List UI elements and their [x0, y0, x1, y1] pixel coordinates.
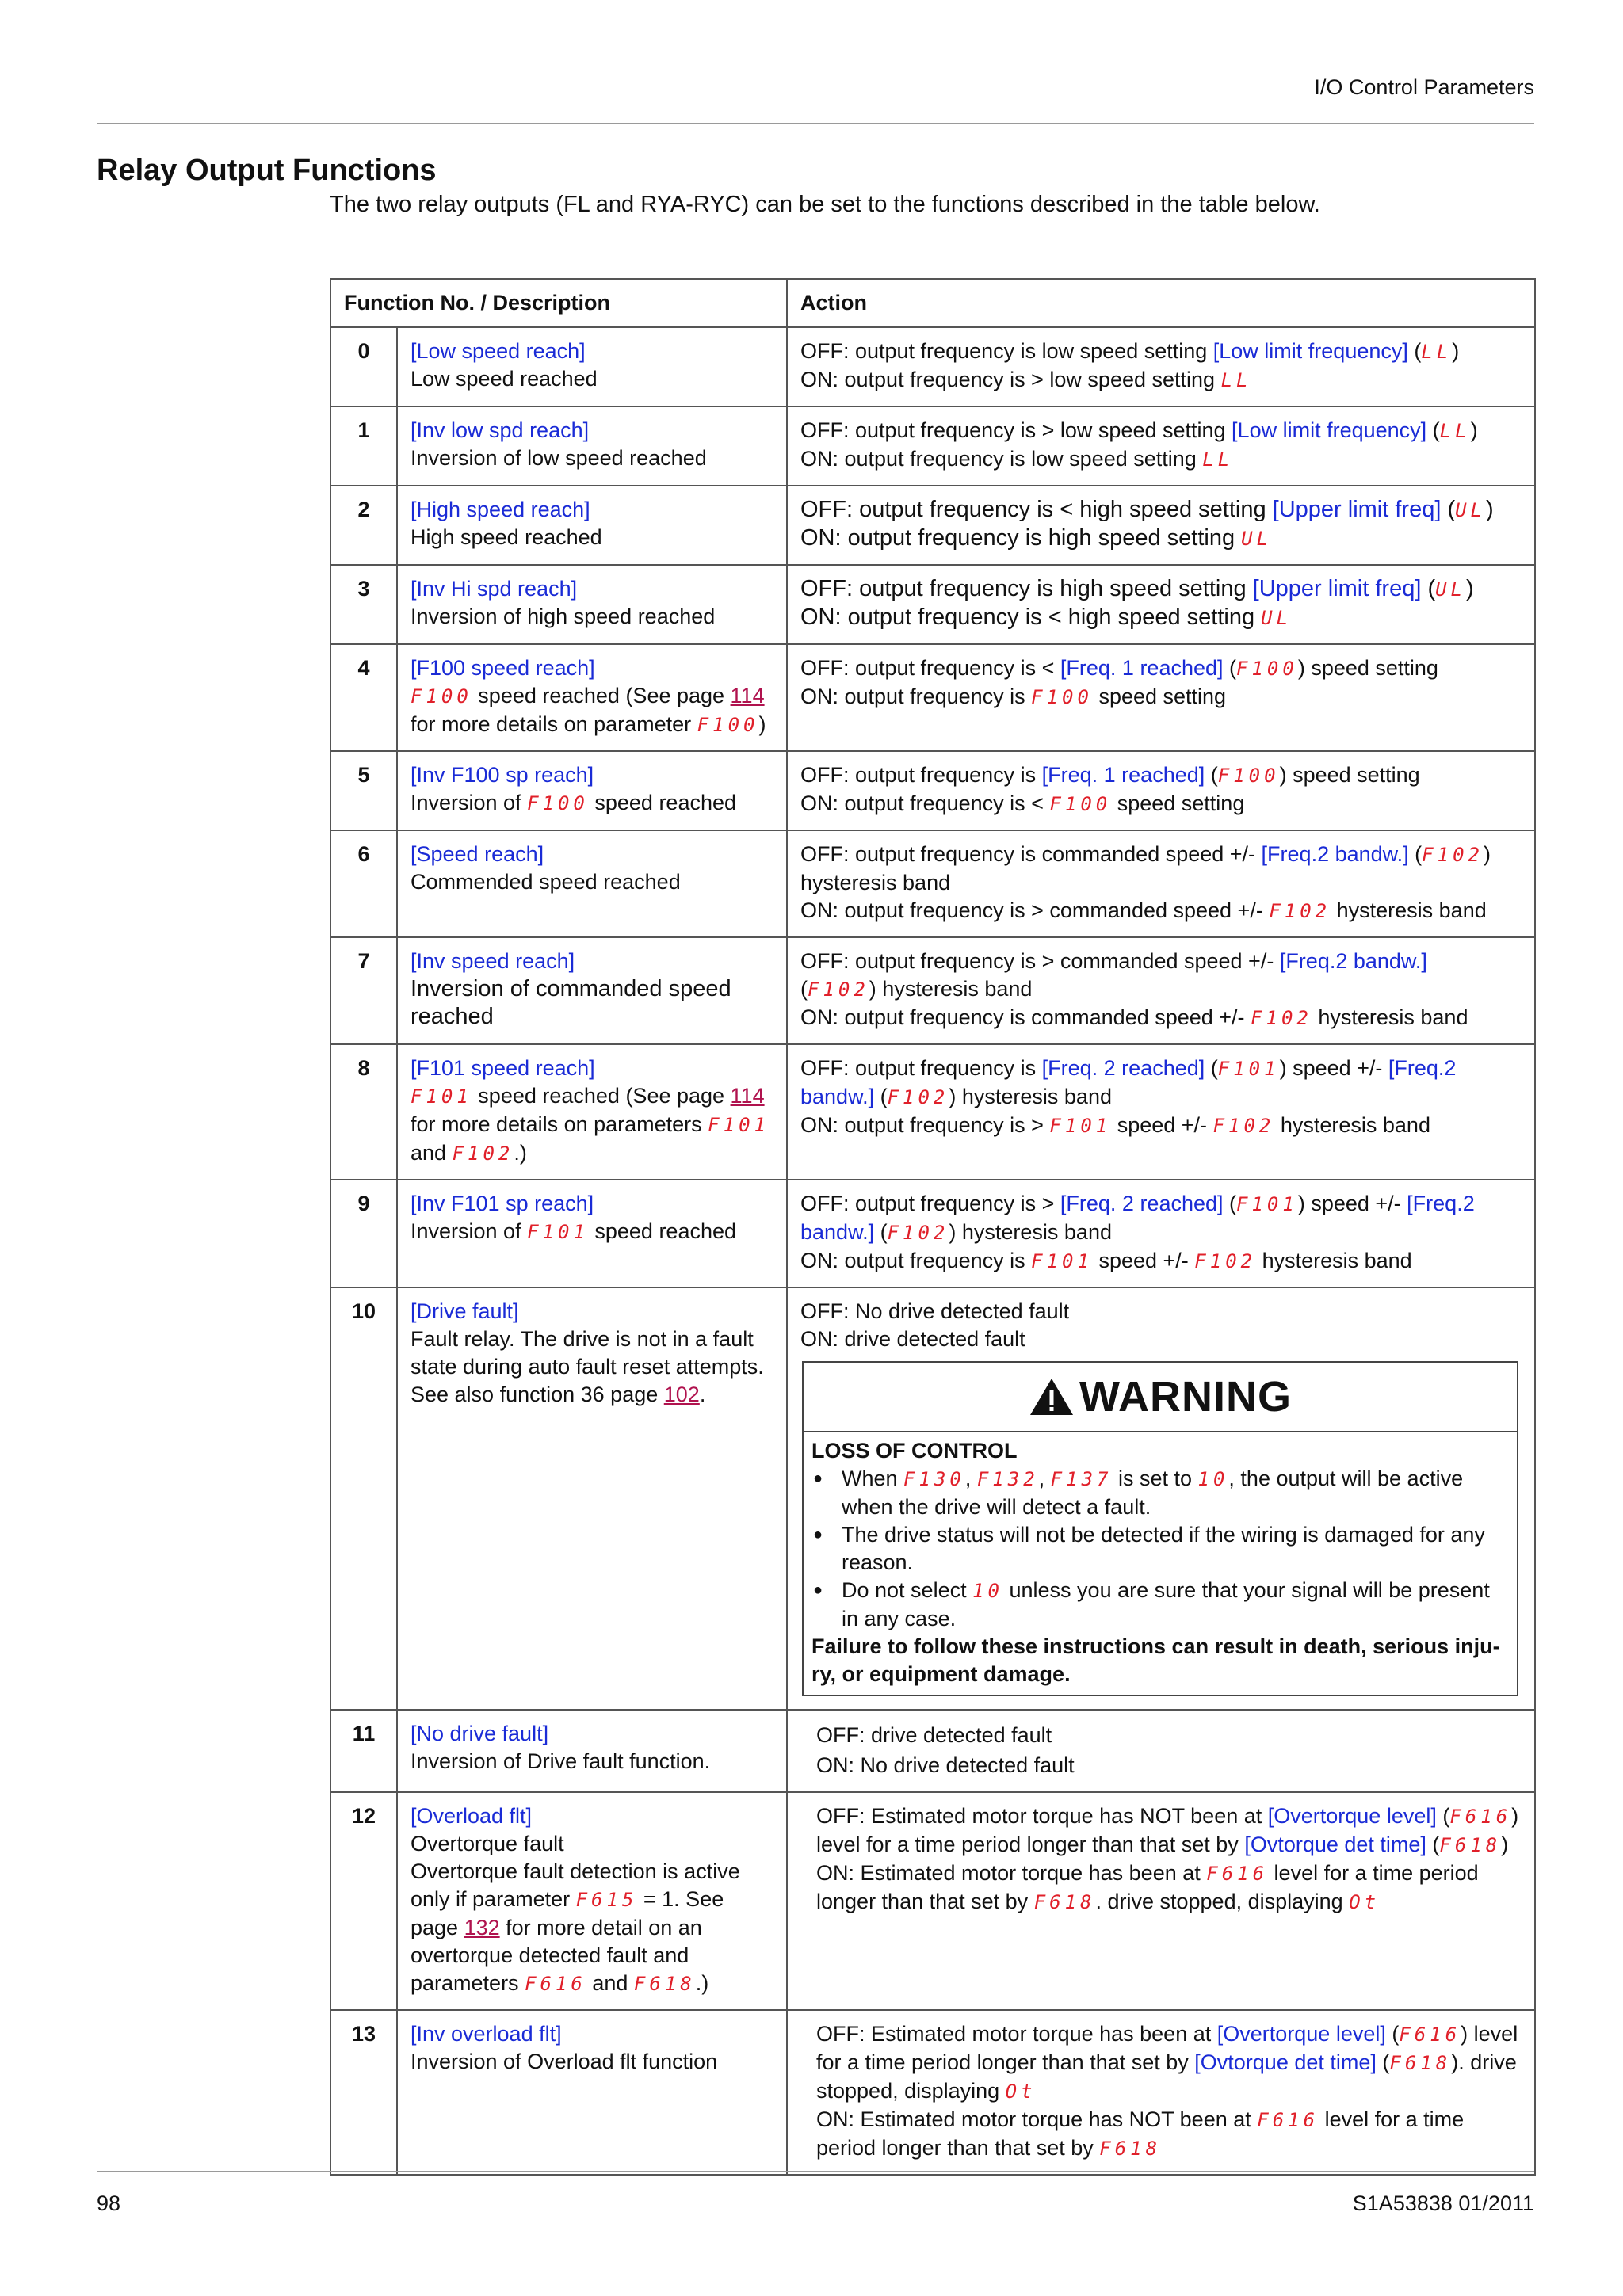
function-number: 7	[330, 937, 397, 1044]
function-desc-text: Inversion of Overload flt function	[411, 2050, 718, 2073]
relay-functions-table	[330, 278, 1536, 2176]
param-code: F102	[1212, 1115, 1275, 1137]
function-number: 8	[330, 1044, 397, 1180]
function-description	[397, 1044, 787, 1180]
param-code: F102	[1251, 1007, 1312, 1029]
function-name: [High speed reach]	[411, 498, 590, 521]
param-code: F101	[708, 1114, 769, 1136]
function-name: [Overload flt]	[411, 1804, 533, 1828]
param-name: [Freq. 1 reached]	[1041, 763, 1205, 787]
function-number: 9	[330, 1180, 397, 1287]
param-code: UL	[1455, 499, 1487, 521]
param-name: [Ovtorque det time]	[1194, 2050, 1377, 2074]
param-code: F102	[452, 1142, 514, 1165]
function-number: 0	[330, 327, 397, 406]
desc-text: Inversion of	[411, 1219, 528, 1243]
param-name: [Freq. 2 reached]	[1041, 1056, 1205, 1080]
function-action	[787, 1287, 1535, 1710]
on-text: . drive stopped, displaying	[1095, 1890, 1350, 1913]
param-code: F100	[1236, 658, 1298, 680]
function-number: 1	[330, 406, 397, 486]
param-code: Ot	[1005, 2081, 1037, 2103]
function-description	[397, 486, 787, 565]
function-number: 5	[330, 751, 397, 830]
function-name: [Inv F100 sp reach]	[411, 763, 594, 787]
function-name: [Inv low spd reach]	[411, 418, 590, 442]
param-code: LL	[1421, 341, 1453, 363]
function-action: OFF: output frequency is [Freq. 2 reached] (F101) speed +/- [Freq.2 bandw.] (F102) hysteresis band ON: output frequency is > F101 speed +/- F102 hysteresis band	[787, 1044, 1535, 1180]
function-name: [Low speed reach]	[411, 339, 586, 363]
function-name: [Inv speed reach]	[411, 949, 575, 973]
function-action: OFF: output frequency is > [Freq. 2 reached] (F101) speed +/- [Freq.2 bandw.] (F102) hysteresis band ON: output frequency is F101 speed +/- F102 hysteresis band	[787, 1180, 1535, 1287]
function-action: OFF: Estimated motor torque has been at [Overtorque level] (F616) level for a time period longer than that set by [Ovtorque det time] (F618). drive stopped, displaying Ot ON: Estimated motor torque has NOT been at F616 level for a time period longer than that set by F618	[787, 2010, 1535, 2175]
bullet-text: ,	[1038, 1466, 1051, 1490]
param-code: F616	[1206, 1863, 1269, 1885]
param-code: F101	[1049, 1115, 1112, 1137]
function-name: [Inv F101 sp reach]	[411, 1192, 594, 1215]
function-name: [No drive fault]	[411, 1722, 549, 1745]
param-code: F100	[697, 714, 759, 736]
function-description	[397, 565, 787, 644]
table-row	[330, 406, 1535, 486]
param-code: F102	[887, 1222, 949, 1244]
off-text: speed +/-	[1286, 1056, 1388, 1080]
header-rule	[97, 123, 1534, 124]
desc-text: speed reached (See page	[472, 1084, 731, 1108]
page-link[interactable]: 132	[464, 1916, 500, 1939]
function-name: [Inv overload flt]	[411, 2022, 562, 2046]
on-text: hysteresis band	[1331, 898, 1487, 922]
on-text: ON: output frequency is	[800, 685, 1032, 708]
function-desc-text: Inversion of commanded speed reached	[411, 976, 731, 1029]
desc-text: = 1. See page	[411, 1887, 724, 1939]
param-code: F137	[1050, 1468, 1113, 1490]
on-text: ON: Estimated motor torque has NOT been at	[816, 2107, 1258, 2131]
page-link[interactable]: 114	[730, 684, 765, 707]
param-code: F102	[1269, 900, 1331, 922]
param-code: F616	[1449, 1806, 1512, 1828]
bullet-text: When	[842, 1466, 904, 1490]
param-code: F616	[1257, 2109, 1319, 2131]
function-action: OFF: output frequency is < [Freq. 1 reached] (F100) speed setting ON: output frequency is F100 speed setting	[787, 644, 1535, 751]
off-text: level for a time period longer than that set by	[816, 2022, 1518, 2074]
off-text: level for a time period longer than that set by	[816, 1833, 1245, 1856]
function-description	[397, 751, 787, 830]
function-action: OFF: Estimated motor torque has NOT been at [Overtorque level] (F616) level for a time period longer than that set by [Ovtorque det time] (F618) ON: Estimated motor torque has been at F616 level for a time period longer than that set by F618. drive stopped, displaying Ot	[787, 1792, 1535, 2010]
param-code: F618	[1439, 1834, 1502, 1856]
on-text: ON: output frequency is >	[800, 1113, 1050, 1137]
desc-text: for more details on parameter	[411, 712, 697, 736]
function-action: OFF: output frequency is > commanded speed +/- [Freq.2 bandw.] (F102) hysteresis band ON: output frequency is commanded speed +/- F102 hysteresis band	[787, 937, 1535, 1044]
param-code: F132	[976, 1468, 1039, 1490]
off-text: OFF: output frequency is > commanded speed +/-	[800, 949, 1280, 973]
function-description	[397, 327, 787, 406]
warning-header	[804, 1363, 1517, 1432]
desc-text: Inversion of	[411, 791, 528, 814]
function-name: [Drive fault]	[411, 1299, 519, 1323]
function-description	[397, 937, 787, 1044]
function-action: OFF: output frequency is [Freq. 1 reached] (F100) speed setting ON: output frequency is < F100 speed setting	[787, 751, 1535, 830]
off-text: OFF: Estimated motor torque has NOT been at	[816, 1804, 1268, 1828]
page-number: 98	[97, 2191, 121, 2215]
table-row	[330, 327, 1535, 406]
off-text: OFF: output frequency is < high speed setting	[800, 497, 1273, 522]
table-row	[330, 644, 1535, 751]
on-text: speed +/-	[1092, 1249, 1195, 1272]
function-action: OFF: output frequency is > low speed setting [Low limit frequency] (LL) ON: output frequency is low speed setting LL	[787, 406, 1535, 486]
param-code: F618	[1389, 2052, 1452, 2074]
column-header-function: Function No. / Description	[330, 279, 787, 327]
off-text: OFF: Estimated motor torque has been at	[816, 2022, 1217, 2046]
warning-subtitle: LOSS OF CONTROL	[812, 1439, 1018, 1463]
off-text: OFF: drive detected fault	[816, 1723, 1052, 1747]
on-text: hysteresis band	[1256, 1249, 1412, 1272]
param-name: [Upper limit freq]	[1272, 497, 1442, 522]
function-desc-text: Inversion of Drive fault function.	[411, 1749, 711, 1773]
param-name: [Freq.2 bandw.]	[800, 1056, 1457, 1108]
param-name: [Low limit frequency]	[1232, 418, 1427, 442]
param-code: F616	[1399, 2023, 1461, 2046]
on-text: ON: No drive detected fault	[816, 1753, 1075, 1777]
table-row	[330, 486, 1535, 565]
param-code: F130	[903, 1468, 965, 1490]
off-text: hysteresis band	[956, 1085, 1112, 1108]
table-row	[330, 1792, 1535, 2010]
function-action: OFF: output frequency is < high speed setting [Upper limit freq] (UL) ON: output frequency is high speed setting UL	[787, 486, 1535, 565]
param-code: F100	[1049, 793, 1112, 815]
desc-text: for more detail on an overtorque detected fault and parameters	[411, 1916, 702, 1995]
footer-rule	[97, 2171, 1534, 2172]
function-description	[397, 1287, 787, 1710]
desc-text: and	[586, 1971, 634, 1995]
table-row	[330, 937, 1535, 1044]
off-text: hysteresis band	[800, 871, 951, 894]
warning-bullet: ● The drive status will not be detected if the wiring is damaged for any reason.	[812, 1521, 1509, 1577]
off-text: OFF: output frequency is low speed setting	[800, 339, 1213, 363]
page-link[interactable]: 102	[663, 1383, 700, 1406]
off-text: OFF: output frequency is >	[800, 1192, 1060, 1215]
on-text: ON: output frequency is low speed setting	[800, 447, 1203, 471]
function-description	[397, 830, 787, 937]
param-code: LL	[1202, 448, 1234, 471]
param-code: 10	[972, 1580, 1003, 1602]
function-action	[787, 1710, 1535, 1792]
param-code: F100	[411, 685, 472, 707]
table-row	[330, 1180, 1535, 1287]
param-name: [Low limit frequency]	[1212, 339, 1408, 363]
off-text: OFF: output frequency is <	[800, 656, 1060, 680]
off-text: hysteresis band	[956, 1220, 1112, 1244]
off-text: speed setting	[1286, 763, 1420, 787]
on-text: level for a time period longer than that set by	[816, 2107, 1465, 2160]
function-name: [Speed reach]	[411, 842, 544, 866]
param-name: [Overtorque level]	[1267, 1804, 1437, 1828]
desc-text: and	[411, 1141, 453, 1165]
param-code: F100	[1031, 686, 1093, 708]
table-row	[330, 1044, 1535, 1180]
param-code: F101	[411, 1085, 472, 1108]
function-desc-text: Inversion of high speed reached	[411, 605, 716, 628]
function-action: OFF: output frequency is commanded speed +/- [Freq.2 bandw.] (F102) hysteresis band ON: output frequency is > commanded speed +/- F102 hysteresis band	[787, 830, 1535, 937]
desc-text: .)	[695, 1971, 709, 1995]
param-code: F102	[808, 978, 869, 1001]
param-name: [Freq. 1 reached]	[1060, 656, 1224, 680]
param-name: [Overtorque level]	[1216, 2022, 1386, 2046]
bullet-text: is set to	[1112, 1466, 1198, 1490]
function-action: OFF: output frequency is high speed setting [Upper limit freq] (UL) ON: output frequency is < high speed setting UL	[787, 565, 1535, 644]
function-description	[397, 1792, 787, 2010]
desc-text: for more details on parameters	[411, 1112, 708, 1136]
warning-consequence: Failure to follow these instructions can result in death, serious inju-ry, or equipment damage.	[812, 1634, 1500, 1686]
off-text: . drive stopped, displaying	[816, 2050, 1517, 2103]
on-text: ON: output frequency is > low speed setting	[800, 368, 1221, 391]
param-name: [Freq.2 bandw.]	[800, 1192, 1475, 1244]
param-name: [Freq.2 bandw.]	[1279, 949, 1427, 973]
param-code: F102	[1422, 844, 1484, 866]
param-code: F101	[1217, 1058, 1280, 1080]
running-header: I/O Control Parameters	[1314, 75, 1534, 99]
desc-text: Overtorque fault	[411, 1832, 564, 1855]
param-code: UL	[1261, 607, 1293, 629]
function-name: [Inv Hi spd reach]	[411, 577, 578, 601]
table-header-row	[330, 279, 1535, 327]
param-code: F101	[1031, 1250, 1093, 1272]
function-description	[397, 644, 787, 751]
off-text: OFF: output frequency is > low speed setting	[800, 418, 1232, 442]
warning-list	[812, 1465, 1509, 1633]
desc-text: )	[758, 712, 766, 736]
param-code: F100	[527, 792, 589, 814]
off-text: OFF: output frequency is	[800, 763, 1042, 787]
function-description	[397, 406, 787, 486]
function-desc-text: Low speed reached	[411, 367, 598, 391]
warning-bullet	[812, 1577, 1509, 1633]
warning-box	[802, 1361, 1518, 1696]
warning-triangle-icon	[1029, 1377, 1075, 1417]
table-row	[330, 830, 1535, 937]
desc-text: .	[699, 1383, 706, 1406]
table-row	[330, 751, 1535, 830]
param-name: [Upper limit freq]	[1252, 576, 1422, 601]
off-text: speed +/-	[1304, 1192, 1407, 1215]
function-desc-text: High speed reached	[411, 525, 602, 549]
desc-text: Fault relay. The drive is not in a fault state during auto fault reset attempts. See also function 36 page	[411, 1327, 764, 1406]
param-code: F102	[887, 1086, 949, 1108]
param-name: [Ovtorque det time]	[1244, 1833, 1426, 1856]
bullet-text: ,	[964, 1466, 977, 1490]
on-text: hysteresis band	[1274, 1113, 1430, 1137]
param-name: [Freq. 2 reached]	[1060, 1192, 1224, 1215]
warning-title: WARNING	[1079, 1372, 1292, 1421]
desc-text: speed reached	[588, 1219, 737, 1243]
function-number: 4	[330, 644, 397, 751]
section-title: Relay Output Functions	[97, 154, 437, 187]
on-text: ON: output frequency is <	[800, 791, 1050, 815]
table-row	[330, 565, 1535, 644]
off-text: OFF: output frequency is commanded speed +/-	[800, 842, 1262, 866]
warning-body	[804, 1432, 1517, 1695]
on-text: speed setting	[1111, 791, 1245, 815]
param-code: F101	[1236, 1193, 1298, 1215]
desc-text: speed reached (See page	[472, 684, 731, 707]
on-text: hysteresis band	[1312, 1005, 1468, 1029]
function-name: [F100 speed reach]	[411, 656, 595, 680]
param-code: F618	[633, 1973, 696, 1995]
off-text: OFF: output frequency is	[800, 1056, 1042, 1080]
param-code: Ot	[1349, 1891, 1381, 1913]
function-number: 12	[330, 1792, 397, 2010]
on-text: level for a time period longer than that set by	[816, 1861, 1479, 1913]
param-code: UL	[1241, 528, 1273, 550]
function-number: 6	[330, 830, 397, 937]
on-text: speed setting	[1092, 685, 1227, 708]
on-text: ON: output frequency is < high speed setting	[800, 605, 1262, 630]
document-reference: S1A53838 01/2011	[1352, 2191, 1534, 2215]
on-text: ON: drive detected fault	[800, 1327, 1025, 1351]
param-code: F102	[1194, 1250, 1257, 1272]
warning-bullet	[812, 1465, 1509, 1521]
intro-paragraph: The two relay outputs (FL and RYA-RYC) can be set to the functions described in the table below.	[330, 192, 1320, 217]
function-number: 10	[330, 1287, 397, 1710]
function-number: 11	[330, 1710, 397, 1792]
function-desc-text: Inversion of low speed reached	[411, 446, 707, 470]
param-code: F615	[575, 1889, 638, 1911]
param-code: F616	[525, 1973, 586, 1995]
page-link[interactable]: 114	[730, 1084, 765, 1108]
desc-text: .)	[514, 1141, 527, 1165]
table-row	[330, 2010, 1535, 2175]
param-name: [Freq.2 bandw.]	[1261, 842, 1409, 866]
function-number: 2	[330, 486, 397, 565]
function-description	[397, 1710, 787, 1792]
function-number: 13	[330, 2010, 397, 2175]
param-code: F100	[1217, 765, 1280, 787]
on-text: ON: Estimated motor torque has been at	[816, 1861, 1207, 1885]
param-code: F618	[1033, 1891, 1096, 1913]
on-text: ON: output frequency is	[800, 1249, 1032, 1272]
bullet-text: unless you are sure that your signal will be present in any case.	[842, 1578, 1490, 1630]
on-text: ON: output frequency is > commanded speed +/-	[800, 898, 1270, 922]
bullet-text: Do not select	[842, 1578, 973, 1602]
param-code: F101	[527, 1221, 589, 1243]
off-text: hysteresis band	[876, 977, 1033, 1001]
off-text: OFF: No drive detected fault	[800, 1299, 1070, 1323]
param-code: LL	[1220, 369, 1252, 391]
function-action: OFF: output frequency is low speed setting [Low limit frequency] (LL) ON: output frequency is > low speed setting LL	[787, 327, 1535, 406]
param-code: F618	[1099, 2138, 1162, 2160]
function-number: 3	[330, 565, 397, 644]
column-header-action: Action	[787, 279, 1535, 327]
table-row	[330, 1287, 1535, 1710]
bullet-text: , the output will be active when the drive will detect a fault.	[842, 1466, 1464, 1519]
param-code: LL	[1439, 420, 1471, 442]
param-code: UL	[1435, 578, 1467, 601]
desc-text: Overtorque fault detection is active only if parameter	[411, 1859, 740, 1911]
function-description	[397, 2010, 787, 2175]
function-desc-text: Commended speed reached	[411, 870, 681, 894]
on-text: ON: output frequency is high speed setting	[800, 525, 1242, 551]
param-code: 10	[1197, 1468, 1229, 1490]
off-text: OFF: output frequency is high speed setting	[800, 576, 1253, 601]
function-name: [F101 speed reach]	[411, 1056, 595, 1080]
on-text: speed +/-	[1111, 1113, 1213, 1137]
table-row	[330, 1710, 1535, 1792]
off-text: speed setting	[1304, 656, 1438, 680]
desc-text: speed reached	[588, 791, 737, 814]
on-text: ON: output frequency is commanded speed +/-	[800, 1005, 1251, 1029]
function-description	[397, 1180, 787, 1287]
